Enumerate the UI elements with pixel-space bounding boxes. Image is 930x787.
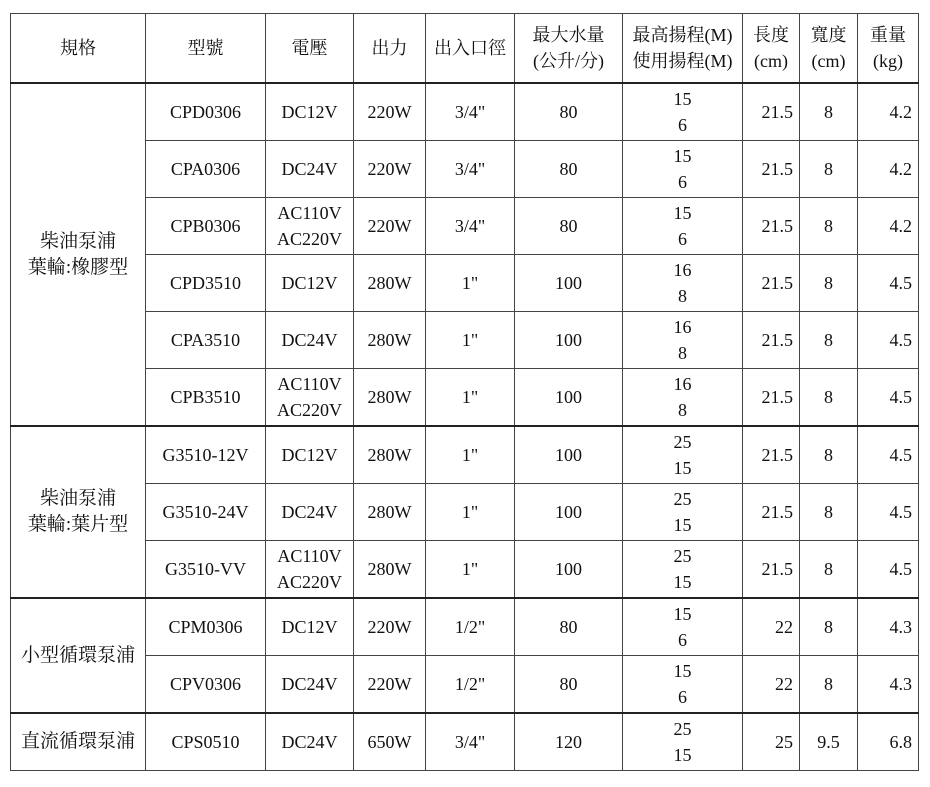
header-power: 出力 [354, 14, 426, 84]
table-row [11, 198, 919, 255]
power-cell: 220W [354, 141, 426, 198]
voltage-cell: DC24V [266, 312, 354, 369]
weight-cell: 4.5 [858, 484, 919, 541]
head-cell: 25 15 [623, 426, 743, 484]
power-cell: 280W [354, 541, 426, 599]
table-row [11, 83, 919, 141]
head-cell: 15 6 [623, 656, 743, 714]
table-row [11, 484, 919, 541]
length-cell: 21.5 [743, 369, 800, 427]
power-cell: 280W [354, 312, 426, 369]
length-cell: 21.5 [743, 484, 800, 541]
port-cell: 1/2" [426, 656, 515, 714]
flow-cell: 80 [515, 598, 623, 656]
table-row [11, 141, 919, 198]
header-flow: 最大水量 (公升/分) [515, 14, 623, 84]
length-cell: 21.5 [743, 255, 800, 312]
flow-cell: 100 [515, 541, 623, 599]
width-cell: 8 [800, 312, 858, 369]
width-cell: 8 [800, 369, 858, 427]
model-cell: CPD0306 [146, 83, 266, 141]
model-cell: CPB0306 [146, 198, 266, 255]
weight-cell: 4.3 [858, 656, 919, 714]
flow-cell: 100 [515, 484, 623, 541]
table-row [11, 369, 919, 427]
port-cell: 3/4" [426, 198, 515, 255]
model-cell: CPS0510 [146, 713, 266, 771]
model-cell: G3510-24V [146, 484, 266, 541]
head-cell: 15 6 [623, 83, 743, 141]
length-cell: 21.5 [743, 198, 800, 255]
head-cell: 15 6 [623, 198, 743, 255]
width-cell: 8 [800, 541, 858, 599]
voltage-cell: DC24V [266, 656, 354, 714]
head-cell: 16 8 [623, 369, 743, 427]
model-cell: G3510-12V [146, 426, 266, 484]
head-cell: 15 6 [623, 598, 743, 656]
flow-cell: 100 [515, 312, 623, 369]
power-cell: 220W [354, 598, 426, 656]
table-row [11, 255, 919, 312]
table-body [11, 83, 919, 771]
flow-cell: 100 [515, 426, 623, 484]
category-name: 小型循環泵浦 [20, 644, 135, 666]
head-cell: 15 6 [623, 141, 743, 198]
length-cell: 21.5 [743, 312, 800, 369]
category-name: 直流循環泵浦 [20, 731, 135, 752]
width-cell: 8 [800, 83, 858, 141]
table-row [11, 713, 919, 771]
length-cell: 21.5 [743, 541, 800, 599]
category-name: 柴油泵浦 [39, 230, 116, 252]
port-cell: 1" [426, 369, 515, 427]
port-cell: 3/4" [426, 713, 515, 771]
header-head: 最高揚程(M) 使用揚程(M) [623, 14, 743, 84]
head-cell: 25 15 [623, 713, 743, 771]
voltage-cell: DC12V [266, 255, 354, 312]
length-cell: 22 [743, 656, 800, 714]
weight-cell: 4.3 [858, 598, 919, 656]
power-cell: 280W [354, 255, 426, 312]
header-spec: 規格 [11, 14, 146, 84]
width-cell: 9.5 [800, 713, 858, 771]
model-cell: CPA3510 [146, 312, 266, 369]
weight-cell: 6.8 [858, 713, 919, 771]
pump-spec-table [10, 13, 919, 771]
power-cell: 280W [354, 369, 426, 427]
table-row [11, 598, 919, 656]
length-cell: 21.5 [743, 83, 800, 141]
power-cell: 220W [354, 198, 426, 255]
voltage-cell: AC110V AC220V [266, 198, 354, 255]
voltage-cell: DC12V [266, 426, 354, 484]
voltage-cell: DC24V [266, 484, 354, 541]
voltage-cell: AC110V AC220V [266, 541, 354, 599]
table-row [11, 312, 919, 369]
weight-cell: 4.5 [858, 426, 919, 484]
flow-cell: 120 [515, 713, 623, 771]
weight-cell: 4.5 [858, 255, 919, 312]
model-cell: CPM0306 [146, 598, 266, 656]
table-row [11, 541, 919, 599]
length-cell: 21.5 [743, 426, 800, 484]
head-cell: 16 8 [623, 312, 743, 369]
width-cell: 8 [800, 598, 858, 656]
table-row [11, 426, 919, 484]
port-cell: 3/4" [426, 141, 515, 198]
category-cell [11, 713, 146, 771]
port-cell: 1" [426, 484, 515, 541]
voltage-cell: DC12V [266, 83, 354, 141]
head-cell: 25 15 [623, 484, 743, 541]
weight-cell: 4.2 [858, 198, 919, 255]
width-cell: 8 [800, 656, 858, 714]
category-name: 柴油泵浦 [39, 488, 116, 509]
table-row [11, 656, 919, 714]
header-weight: 重量 (kg) [858, 14, 919, 84]
header-row [11, 14, 919, 84]
model-cell: G3510-VV [146, 541, 266, 599]
flow-cell: 80 [515, 656, 623, 714]
weight-cell: 4.2 [858, 141, 919, 198]
header-length: 長度 (cm) [743, 14, 800, 84]
flow-cell: 100 [515, 369, 623, 427]
voltage-cell: DC24V [266, 141, 354, 198]
model-cell: CPD3510 [146, 255, 266, 312]
power-cell: 280W [354, 484, 426, 541]
power-cell: 220W [354, 83, 426, 141]
header-width: 寬度 (cm) [800, 14, 858, 84]
flow-cell: 80 [515, 198, 623, 255]
width-cell: 8 [800, 198, 858, 255]
model-cell: CPB3510 [146, 369, 266, 427]
category-impeller: 葉輪:葉片型 [27, 514, 129, 535]
header-port: 出入口徑 [426, 14, 515, 84]
length-cell: 21.5 [743, 141, 800, 198]
weight-cell: 4.5 [858, 541, 919, 599]
width-cell: 8 [800, 141, 858, 198]
port-cell: 1" [426, 312, 515, 369]
power-cell: 220W [354, 656, 426, 714]
flow-cell: 80 [515, 83, 623, 141]
power-cell: 650W [354, 713, 426, 771]
model-cell: CPA0306 [146, 141, 266, 198]
width-cell: 8 [800, 426, 858, 484]
header-voltage: 電壓 [266, 14, 354, 84]
flow-cell: 100 [515, 255, 623, 312]
length-cell: 22 [743, 598, 800, 656]
voltage-cell: DC12V [266, 598, 354, 656]
flow-cell: 80 [515, 141, 623, 198]
port-cell: 1" [426, 255, 515, 312]
length-cell: 25 [743, 713, 800, 771]
power-cell: 280W [354, 426, 426, 484]
port-cell: 1/2" [426, 598, 515, 656]
voltage-cell: DC24V [266, 713, 354, 771]
width-cell: 8 [800, 484, 858, 541]
category-cell [11, 598, 146, 713]
category-cell [11, 83, 146, 426]
model-cell: CPV0306 [146, 656, 266, 714]
header-model: 型號 [146, 14, 266, 84]
width-cell: 8 [800, 255, 858, 312]
port-cell: 1" [426, 541, 515, 599]
port-cell: 3/4" [426, 83, 515, 141]
port-cell: 1" [426, 426, 515, 484]
head-cell: 16 8 [623, 255, 743, 312]
category-impeller: 葉輪:橡膠型 [27, 256, 129, 278]
weight-cell: 4.5 [858, 312, 919, 369]
category-cell [11, 426, 146, 598]
head-cell: 25 15 [623, 541, 743, 599]
weight-cell: 4.5 [858, 369, 919, 427]
voltage-cell: AC110V AC220V [266, 369, 354, 427]
weight-cell: 4.2 [858, 83, 919, 141]
